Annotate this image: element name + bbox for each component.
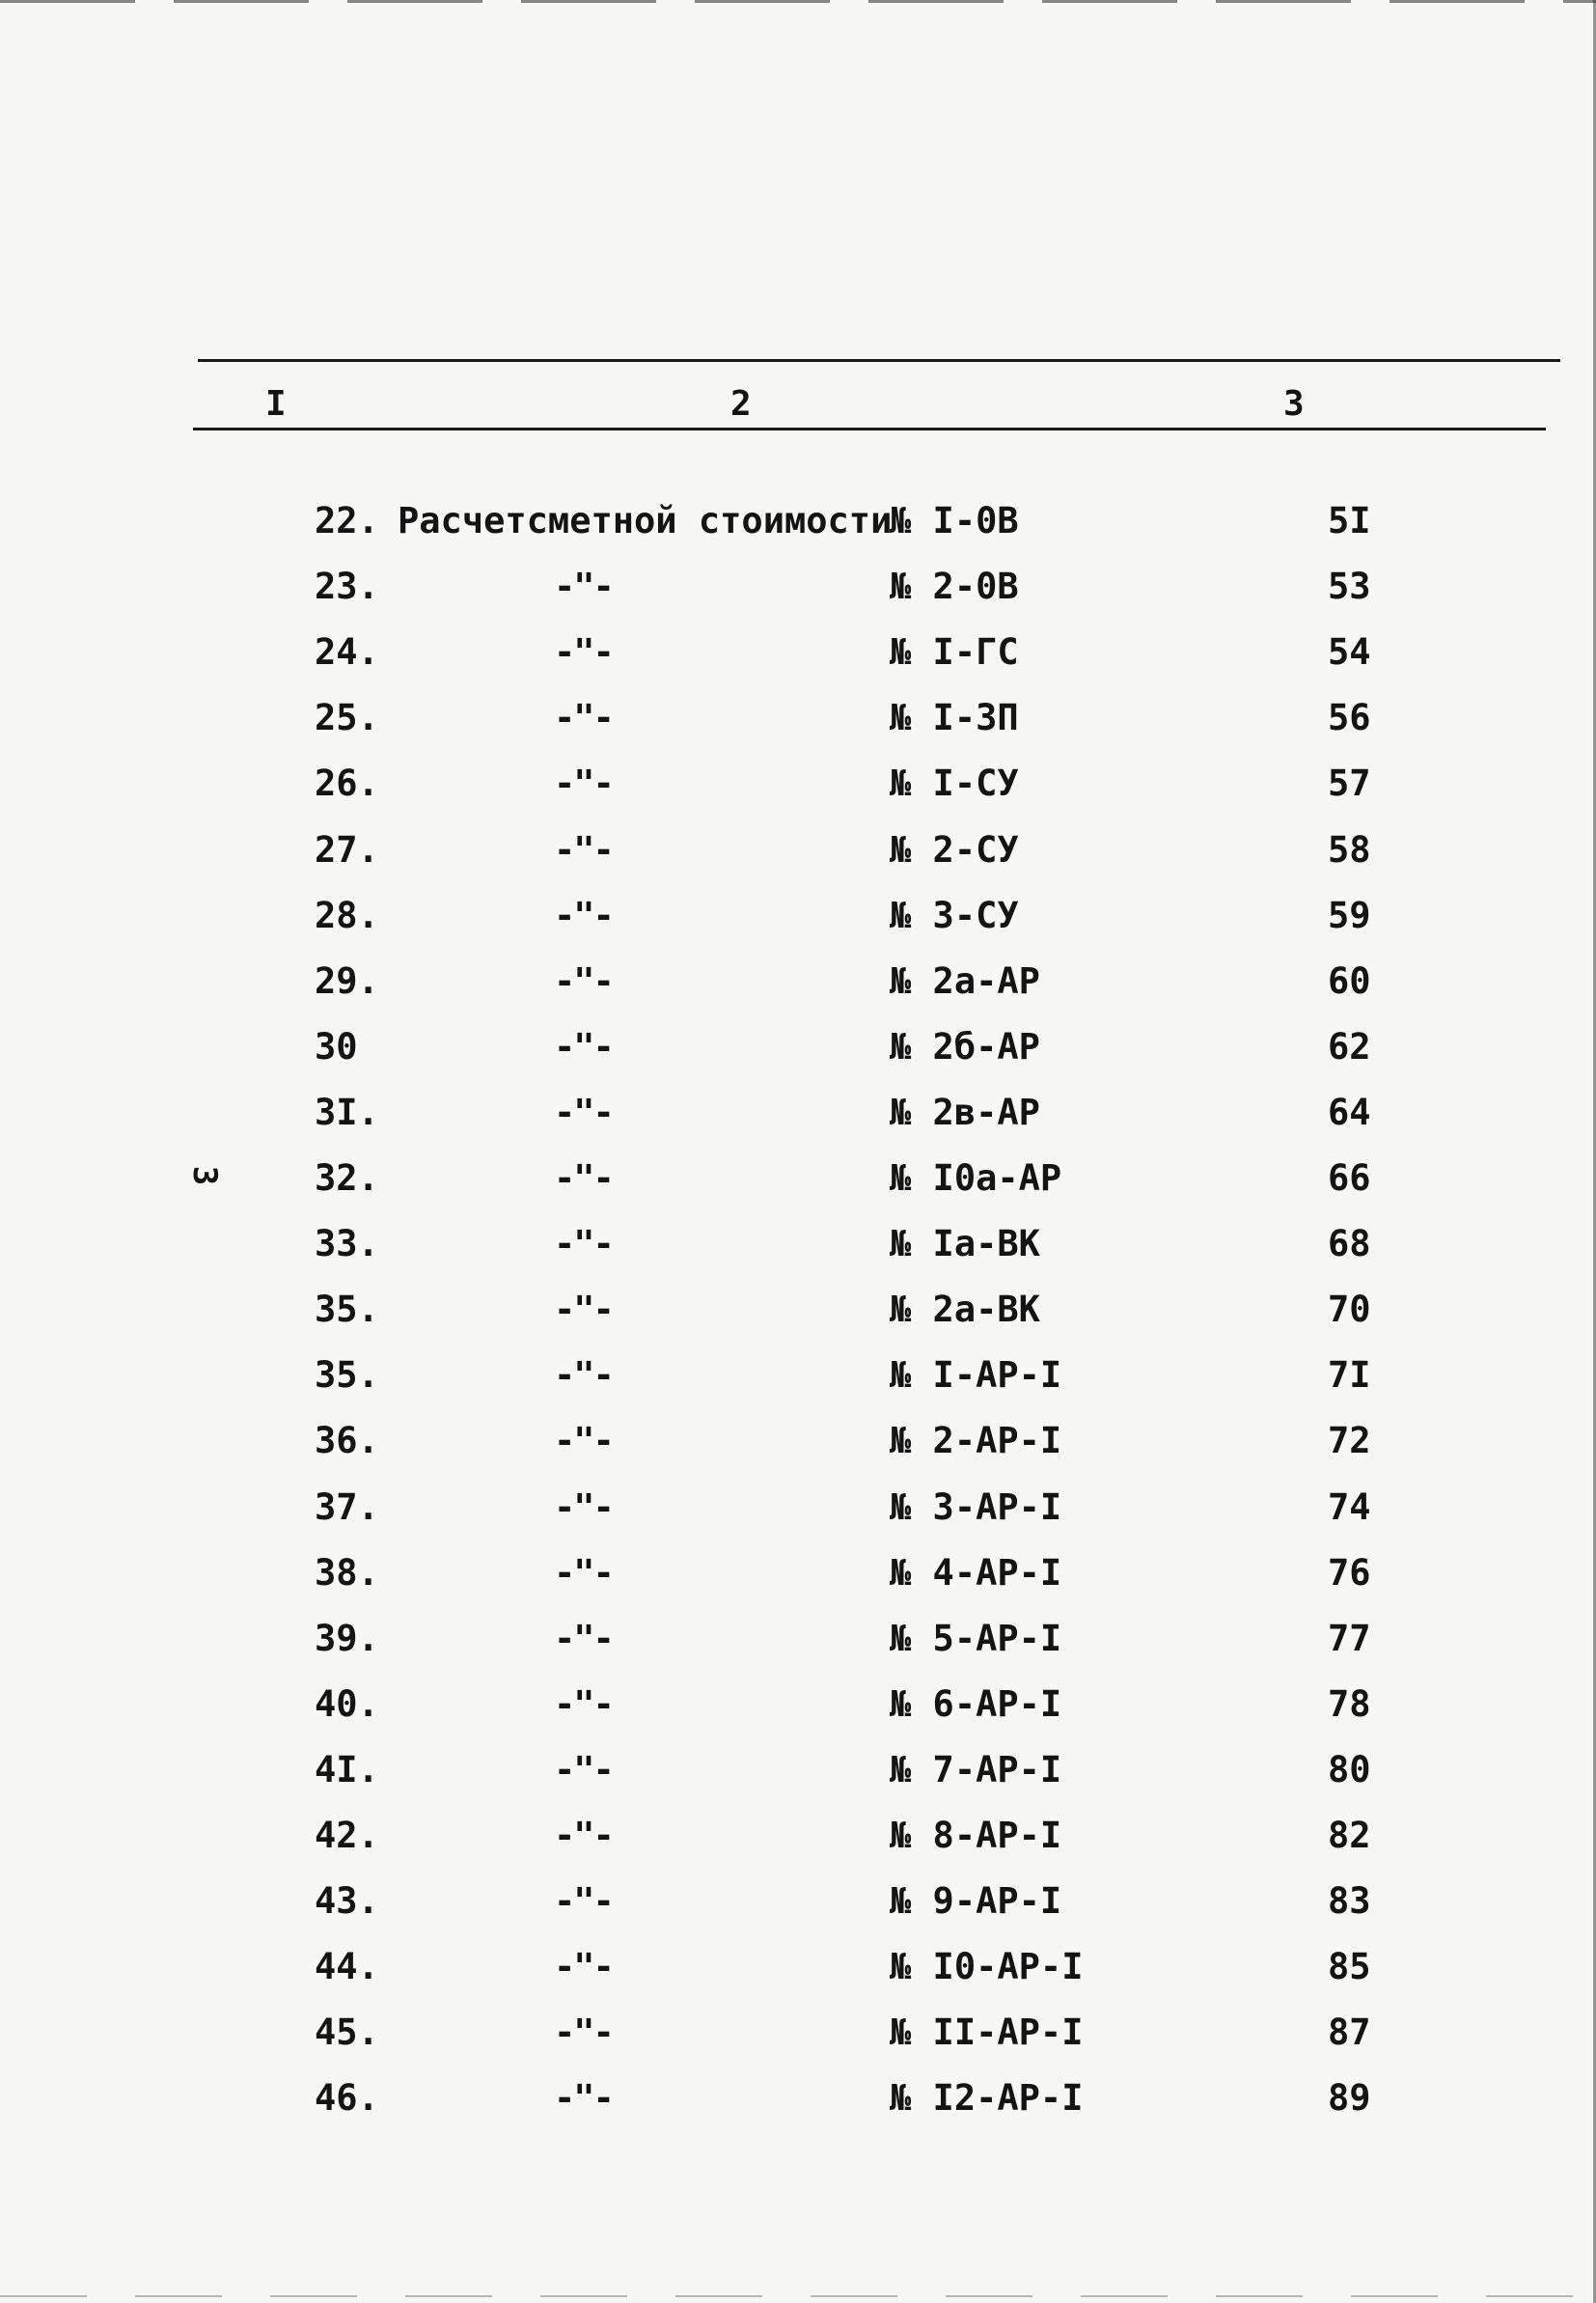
table-row bbox=[0, 1026, 1596, 1084]
row-page-number: 53 bbox=[1328, 566, 1371, 608]
ditto-mark: -"- bbox=[554, 1354, 613, 1397]
table-row bbox=[0, 1815, 1596, 1873]
row-number: 26. bbox=[315, 763, 379, 805]
row-page-number: 89 bbox=[1328, 2077, 1371, 2120]
row-number: 24. bbox=[315, 631, 379, 674]
ditto-mark: -"- bbox=[554, 1815, 613, 1856]
row-number: 28. bbox=[315, 894, 379, 936]
row-code: № II-АР-I bbox=[890, 2012, 1084, 2054]
table-row bbox=[0, 1618, 1596, 1676]
table-row bbox=[0, 895, 1596, 953]
scan-bottom-edge bbox=[0, 2295, 1596, 2297]
row-page-number: 58 bbox=[1328, 828, 1371, 871]
row-page-number: 72 bbox=[1328, 1420, 1371, 1462]
row-number: 44. bbox=[315, 1946, 379, 1988]
row-page-number: 62 bbox=[1328, 1025, 1371, 1068]
table-row bbox=[0, 960, 1596, 1018]
row-page-number: 66 bbox=[1328, 1157, 1371, 1199]
table-row bbox=[0, 566, 1596, 624]
ditto-mark: -"- bbox=[554, 1880, 613, 1923]
row-code: № 2в-АР bbox=[890, 1091, 1040, 1133]
ditto-mark: -"- bbox=[554, 1157, 613, 1199]
row-number: 35. bbox=[315, 1289, 379, 1331]
ditto-mark: -"- bbox=[554, 1551, 613, 1594]
row-number: 29. bbox=[315, 959, 379, 1002]
row-page-number: 80 bbox=[1328, 1748, 1371, 1790]
row-page-number: 56 bbox=[1328, 697, 1371, 739]
table-row bbox=[0, 500, 1596, 558]
row-number: 39. bbox=[315, 1617, 379, 1659]
table-row bbox=[0, 1157, 1596, 1215]
table-row bbox=[0, 1420, 1596, 1478]
row-page-number: 64 bbox=[1328, 1091, 1371, 1133]
row-page-number: 77 bbox=[1328, 1617, 1371, 1659]
row-number: 36. bbox=[315, 1420, 379, 1462]
row-page-number: 78 bbox=[1328, 1682, 1371, 1725]
ditto-mark: -"- bbox=[554, 1748, 613, 1790]
column-header-1: I bbox=[265, 384, 287, 424]
row-number: 46. bbox=[315, 2077, 379, 2120]
table-row bbox=[0, 1223, 1596, 1281]
row-page-number: 5I bbox=[1328, 500, 1371, 541]
row-code: № 6-АР-I bbox=[890, 1682, 1062, 1725]
ditto-mark: -"- bbox=[554, 697, 613, 739]
ditto-mark: -"- bbox=[554, 1420, 613, 1462]
row-code: № 2б-АР bbox=[890, 1025, 1040, 1068]
row-number: 40. bbox=[315, 1682, 379, 1725]
ditto-mark: -"- bbox=[554, 1025, 613, 1068]
row-number: 35. bbox=[315, 1354, 379, 1397]
ditto-mark: -"- bbox=[554, 1682, 613, 1725]
table-row bbox=[0, 1946, 1596, 2004]
row-number: 38. bbox=[315, 1551, 379, 1594]
row-code: № I2-АР-I bbox=[890, 2077, 1084, 2120]
row-number: 45. bbox=[315, 2012, 379, 2054]
row-code: № I0а-АР bbox=[890, 1157, 1062, 1199]
table-row bbox=[0, 697, 1596, 755]
table-row bbox=[0, 1552, 1596, 1610]
ditto-mark: -"- bbox=[554, 894, 613, 936]
row-page-number: 54 bbox=[1328, 631, 1371, 674]
ditto-mark: -"- bbox=[554, 1091, 613, 1133]
row-page-number: 70 bbox=[1328, 1289, 1371, 1331]
row-description: Расчетсметной стоимости bbox=[398, 500, 893, 541]
ditto-mark: -"- bbox=[554, 1485, 613, 1528]
row-code: № Iа-ВК bbox=[890, 1223, 1040, 1265]
ditto-mark: -"- bbox=[554, 959, 613, 1002]
row-page-number: 7I bbox=[1328, 1354, 1371, 1397]
ditto-mark: -"- bbox=[554, 1223, 613, 1265]
row-page-number: 57 bbox=[1328, 763, 1371, 805]
row-number: 3I. bbox=[315, 1091, 379, 1133]
ditto-mark: -"- bbox=[554, 1617, 613, 1659]
ditto-mark: -"- bbox=[554, 1289, 613, 1331]
row-page-number: 83 bbox=[1328, 1880, 1371, 1923]
row-code: № I-0В bbox=[890, 500, 1019, 541]
table-row bbox=[0, 1749, 1596, 1807]
row-code: № I-АР-I bbox=[890, 1354, 1062, 1397]
row-page-number: 85 bbox=[1328, 1946, 1371, 1988]
row-page-number: 60 bbox=[1328, 959, 1371, 1002]
row-page-number: 59 bbox=[1328, 894, 1371, 936]
row-number: 37. bbox=[315, 1485, 379, 1528]
row-number: 22. bbox=[315, 500, 379, 541]
row-code: № 4-АР-I bbox=[890, 1551, 1062, 1594]
ditto-mark: -"- bbox=[554, 566, 613, 608]
table-row bbox=[0, 763, 1596, 820]
row-code: № 2-АР-I bbox=[890, 1420, 1062, 1462]
row-number: 32. bbox=[315, 1157, 379, 1199]
row-number: 30 bbox=[315, 1025, 358, 1068]
row-page-number: 68 bbox=[1328, 1223, 1371, 1265]
table-row bbox=[0, 2012, 1596, 2069]
column-header-3: 3 bbox=[1283, 384, 1305, 424]
row-code: № I0-АР-I bbox=[890, 1946, 1084, 1988]
ditto-mark: -"- bbox=[554, 763, 613, 805]
table-row bbox=[0, 2077, 1596, 2135]
scan-top-edge bbox=[0, 0, 1596, 3]
table-row bbox=[0, 1880, 1596, 1938]
ditto-mark: -"- bbox=[554, 2012, 613, 2054]
row-number: 43. bbox=[315, 1880, 379, 1923]
table-row bbox=[0, 1683, 1596, 1741]
row-code: № I-ЗП bbox=[890, 697, 1019, 739]
row-number: 4I. bbox=[315, 1748, 379, 1790]
row-code: № 9-АР-I bbox=[890, 1880, 1062, 1923]
table-row bbox=[0, 1354, 1596, 1412]
ditto-mark: -"- bbox=[554, 828, 613, 871]
table-header-rule bbox=[193, 428, 1546, 430]
row-code: № 2а-АР bbox=[890, 959, 1040, 1002]
table-row bbox=[0, 829, 1596, 887]
ditto-mark: -"- bbox=[554, 2077, 613, 2120]
table-row bbox=[0, 1486, 1596, 1544]
row-code: № 7-АР-I bbox=[890, 1748, 1062, 1790]
row-code: № 3-СУ bbox=[890, 894, 1019, 936]
row-number: 42. bbox=[315, 1815, 379, 1856]
row-number: 27. bbox=[315, 828, 379, 871]
margin-mark: 3 bbox=[185, 1165, 225, 1186]
row-number: 33. bbox=[315, 1223, 379, 1265]
row-code: № 2-СУ bbox=[890, 828, 1019, 871]
table-top-rule bbox=[198, 359, 1560, 362]
table-row bbox=[0, 1289, 1596, 1346]
row-page-number: 76 bbox=[1328, 1551, 1371, 1594]
row-code: № 5-АР-I bbox=[890, 1617, 1062, 1659]
row-code: № I-ГС bbox=[890, 631, 1019, 674]
row-code: № 8-АР-I bbox=[890, 1815, 1062, 1856]
row-number: 25. bbox=[315, 697, 379, 739]
table-row bbox=[0, 1092, 1596, 1150]
ditto-mark: -"- bbox=[554, 631, 613, 674]
row-page-number: 82 bbox=[1328, 1815, 1371, 1856]
row-code: № 3-АР-I bbox=[890, 1485, 1062, 1528]
row-code: № 2а-ВК bbox=[890, 1289, 1040, 1331]
column-header-2: 2 bbox=[730, 384, 752, 424]
row-page-number: 87 bbox=[1328, 2012, 1371, 2054]
ditto-mark: -"- bbox=[554, 1946, 613, 1988]
table-row bbox=[0, 631, 1596, 689]
row-code: № I-СУ bbox=[890, 763, 1019, 805]
row-page-number: 74 bbox=[1328, 1485, 1371, 1528]
row-number: 23. bbox=[315, 566, 379, 608]
row-code: № 2-0В bbox=[890, 566, 1019, 608]
